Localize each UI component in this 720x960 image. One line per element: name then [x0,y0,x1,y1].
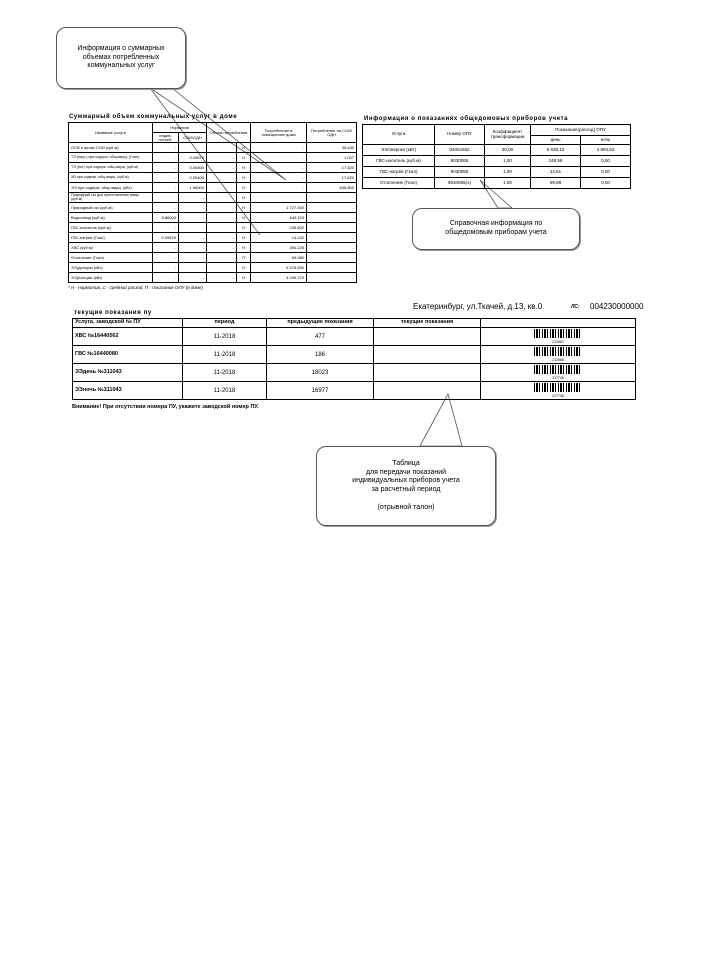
summary-cell-type: Н [237,233,251,243]
meters-cell-number: 9030065 [435,167,485,178]
summary-cell-type: Н [237,213,251,223]
tear-cell-service: ЭЭночь №311043 [73,382,183,400]
summary-cell-volume: - [207,233,237,243]
tear-cell-previous: 16977 [267,382,374,400]
summary-cell-norm-soi: - [179,233,207,243]
tear-cell-period: 11-2018 [183,328,267,346]
summary-cell-premises: 4 046.270 [251,273,307,283]
summary-row [69,253,357,263]
summary-cell-service: Природный газ (куб.м) [69,203,153,213]
meters-cell-night: 0,00 [581,178,631,189]
tear-off-title: текущие показания пу [74,310,152,316]
tear-row [73,364,636,382]
summary-cell-volume: - [207,183,237,193]
tear-header-barcode [481,319,636,328]
callout-tear-off: Таблица для передачи показаний индивидуальных приборов учета за расчетный период (отрывной талон) [316,446,496,526]
tear-row [73,346,636,364]
summary-cell-norm-ind: - [153,153,179,163]
tear-off-table [72,318,636,400]
meters-cell-day: 14,61 [531,167,581,178]
summary-cell-type: Н [237,153,251,163]
summary-cell-soi: - [307,213,357,223]
meters-header-day: день [531,136,581,145]
summary-cell-premises: 394.226 [251,243,307,253]
current-reading-field[interactable] [374,364,481,382]
summary-cell-type: Н [237,173,251,183]
summary-cell-premises: 14.432 [251,233,307,243]
summary-cell-norm-ind: - [153,143,179,153]
account-number: 004230000000 [590,302,644,311]
current-reading-field[interactable] [374,328,481,346]
summary-row [69,263,357,273]
tear-cell-service: ГВС №16440080 [73,346,183,364]
callout-summary: Информация о суммарных объемах потребленных коммунальных услуг [56,27,186,89]
summary-cell-service: ТЭ (пот.) при содерж. общ.имущ. (куб.м) [69,163,153,173]
summary-cell-type: Н [237,193,251,203]
meters-row [363,178,631,189]
summary-cell-soi: - [307,203,357,213]
meters-cell-day: 5 638,13 [531,145,581,156]
summary-cell-type: П [237,253,251,263]
meters-cell-day: 248,59 [531,156,581,167]
summary-cell-type: Н [237,143,251,153]
tear-cell-period: 11-2018 [183,382,267,400]
summary-cell-norm-soi: - [179,213,207,223]
summary-cell-type: Н [237,273,251,283]
summary-cell-norm-soi: 0.05400 [179,173,207,183]
summary-cell-volume: - [207,243,237,253]
summary-cell-service: ЭЭ(день)ии (кВт) [69,263,153,273]
summary-row [69,273,357,283]
summary-cell-volume: - [207,203,237,213]
summary-cell-service: ОСВ в целях СОИ (куб.м) [69,143,153,153]
meters-cell-service: Отопление (Гкал) [363,178,435,189]
summary-cell-soi: - [307,223,357,233]
meters-table-title: Информация о показаниях общедомовых приборов учета [364,116,569,122]
address: Екатеринбург, ул.Ткачей, д.13, кв.0 [413,302,543,311]
meters-cell-coef: 1,00 [485,167,531,178]
tear-header-service: Услуга, заводской № ПУ [73,319,183,328]
summary-cell-premises: 643.193 [251,213,307,223]
tear-cell-barcode [481,346,636,364]
summary-cell-norm-ind: 8.86000 [153,213,179,223]
summary-cell-soi: 1.047 [307,153,357,163]
summary-cell-norm-ind: - [153,223,179,233]
meters-cell-number: 9030065(о) [435,178,485,189]
summary-cell-volume: - [207,263,237,273]
tear-cell-service: ХВС №16440562 [73,328,183,346]
summary-row [69,203,357,213]
summary-cell-soi [307,193,357,203]
summary-cell-norm-soi: 0.05400 [179,163,207,173]
summary-cell-norm-ind: - [153,273,179,283]
summary-cell-soi: - [307,273,357,283]
summary-cell-norm-soi: - [179,273,207,283]
tear-header-period: период [183,319,267,328]
barcode-icon [534,365,582,374]
tear-cell-previous: 186 [267,346,374,364]
summary-cell-premises: - [251,173,307,183]
header-volume: Объем потребления [207,123,251,143]
summary-cell-type: Н [237,223,251,233]
meters-cell-service: ЭЭ/энергия (кВт) [363,145,435,156]
summary-cell-type: Н [237,263,251,273]
meters-cell-service: ГВС-носитель (куб.м) [363,156,435,167]
barcode [483,365,633,380]
summary-cell-norm-ind: - [153,173,179,183]
summary-cell-soi: 17.820 [307,163,357,173]
summary-cell-norm-ind: - [153,183,179,193]
summary-cell-norm-soi: - [179,193,207,203]
meters-header-readings: Показание(расход) ОПУ [531,125,631,136]
summary-cell-premises: - [251,143,307,153]
summary-cell-type: Н [237,243,251,253]
summary-cell-service: Отопление (Гкал) [69,253,153,263]
barcode-number: 212566 [552,357,564,362]
meters-table [362,124,631,189]
summary-cell-service: ЭЭ при содерж. общ.имущ. (кВт) [69,183,153,193]
summary-row [69,233,357,243]
tear-cell-service: ЭЭдень №311043 [73,364,183,382]
meters-cell-night: 0,00 [581,167,631,178]
summary-cell-service: ХВ при содерж. общ.имущ. (куб.м) [69,173,153,183]
summary-cell-norm-soi: - [179,203,207,213]
summary-cell-volume: - [207,143,237,153]
summary-cell-soi: - [307,233,357,243]
summary-row [69,153,357,163]
tear-header-current: текущие показания [374,319,481,328]
summary-row [69,173,357,183]
meters-cell-number: 04004262 [435,145,485,156]
summary-row [69,213,357,223]
summary-cell-volume: - [207,273,237,283]
summary-table-title: Суммарный объем коммунальных услуг в доме [69,114,238,120]
meters-cell-coef: 30,00 [485,145,531,156]
summary-cell-premises: - [251,183,307,193]
summary-cell-premises: - [251,163,307,173]
tear-row [73,382,636,400]
header-norm-ind: индив. потреб. [153,133,179,143]
summary-cell-premises: 1 727.500 [251,203,307,213]
meters-cell-night: 0,00 [581,156,631,167]
summary-cell-soi: 17.820 [307,173,357,183]
summary-cell-soi: - [307,253,357,263]
tear-cell-barcode [481,328,636,346]
barcode-number: 217745 [552,375,564,380]
summary-cell-norm-soi: - [179,263,207,273]
meters-cell-day: 69,98 [531,178,581,189]
meters-row [363,145,631,156]
current-reading-field[interactable] [374,382,481,400]
meters-cell-coef: 1,00 [485,156,531,167]
summary-cell-service: ГВС-нагрев (Гкал) [69,233,153,243]
summary-cell-soi: 35.640 [307,143,357,153]
meters-header-number: Номер ОПУ [435,125,485,145]
summary-cell-service: Природный газ для приготовления пищи (куб.м) [69,193,153,203]
summary-cell-service: ХВС (куб.м) [69,243,153,253]
tear-cell-barcode [481,382,636,400]
meters-row [363,156,631,167]
summary-cell-norm-ind: - [153,253,179,263]
meters-cell-service: ГВС-нагрев (Гкал) [363,167,435,178]
barcode [483,347,633,362]
summary-cell-type: Н [237,163,251,173]
summary-cell-premises: 69.980 [251,253,307,263]
summary-row [69,193,357,203]
summary-cell-soi: - [307,243,357,253]
header-service: Название услуги [69,123,153,143]
summary-cell-norm-soi: 0.05676 [179,153,207,163]
meters-cell-night: 4 894,63 [581,145,631,156]
summary-cell-service: ГВС-носитель (куб.м) [69,223,153,233]
warning-text: Внимание! При отсутствии номера ПУ, укажите заводской номер ПУ. [72,404,259,410]
summary-cell-norm-soi: 1.96000 [179,183,207,193]
barcode-icon [534,347,582,356]
account-label: ЛС: [571,304,580,310]
meters-header-service: Услуга [363,125,435,145]
tear-cell-barcode [481,364,636,382]
summary-cell-volume: - [207,153,237,163]
summary-cell-volume: - [207,173,237,183]
summary-cell-volume [207,193,237,203]
summary-cell-norm-ind: - [153,163,179,173]
header-soi: Потребление на СОИ/ОДН [307,123,357,143]
summary-cell-premises: 245.602 [251,223,307,233]
summary-cell-norm-ind: 0.05876 [153,233,179,243]
summary-cell-type: Н [237,203,251,213]
summary-cell-norm-soi: - [179,143,207,153]
summary-row [69,143,357,153]
barcode-icon [534,329,582,338]
summary-cell-soi: - [307,263,357,273]
summary-cell-volume: - [207,253,237,263]
summary-cell-norm-ind: - [153,263,179,273]
summary-cell-norm-soi: - [179,243,207,253]
summary-cell-type: Н [237,183,251,193]
meters-header-night: ночь [581,136,631,145]
summary-cell-norm-soi: - [179,223,207,233]
meters-header-coef: Коэффициент трансформации [485,125,531,145]
barcode-number: 217746 [552,393,564,398]
summary-cell-norm-ind: - [153,243,179,253]
summary-cell-norm-ind [153,193,179,203]
barcode [483,329,633,344]
summary-row [69,223,357,233]
summary-cell-premises: - [251,153,307,163]
summary-cell-service: ЭЭ(ночь)ии (кВт) [69,273,153,283]
summary-cell-volume: - [207,163,237,173]
summary-row [69,243,357,253]
summary-cell-soi: 646.800 [307,183,357,193]
meters-row [363,167,631,178]
summary-cell-service: Водоотвод (куб.м) [69,213,153,223]
summary-cell-premises [251,193,307,203]
barcode-icon [534,383,582,392]
summary-row [69,163,357,173]
tear-cell-period: 11-2018 [183,346,267,364]
tear-cell-previous: 18023 [267,364,374,382]
barcode [483,383,633,398]
tear-header-previous: предыдущие показания [267,319,374,328]
summary-cell-volume: - [207,223,237,233]
tear-row [73,328,636,346]
summary-cell-norm-ind: - [153,203,179,213]
tear-cell-previous: 477 [267,328,374,346]
summary-note: * Н - норматив, С - средний расход, П - показания ОПУ (в доме) [68,285,203,290]
header-norm-soi: СОИ/ОДН [179,133,207,143]
header-norm: Норматив [153,123,207,133]
meters-cell-coef: 1,00 [485,178,531,189]
header-premises: Потребление в помещениях дома [251,123,307,143]
summary-cell-service: ТЭ (нагр.) при содерж. общ.имущ. (Гкал) [69,153,153,163]
summary-table [68,122,357,283]
barcode-number: 212567 [552,339,564,344]
summary-cell-volume: - [207,213,237,223]
meters-cell-number: 9030065 [435,156,485,167]
summary-row [69,183,357,193]
summary-cell-premises: 6 476.690 [251,263,307,273]
current-reading-field[interactable] [374,346,481,364]
tear-cell-period: 11-2018 [183,364,267,382]
callout-meters: Справочная информация по общедомовым приборам учета [412,208,580,250]
summary-cell-norm-soi: - [179,253,207,263]
